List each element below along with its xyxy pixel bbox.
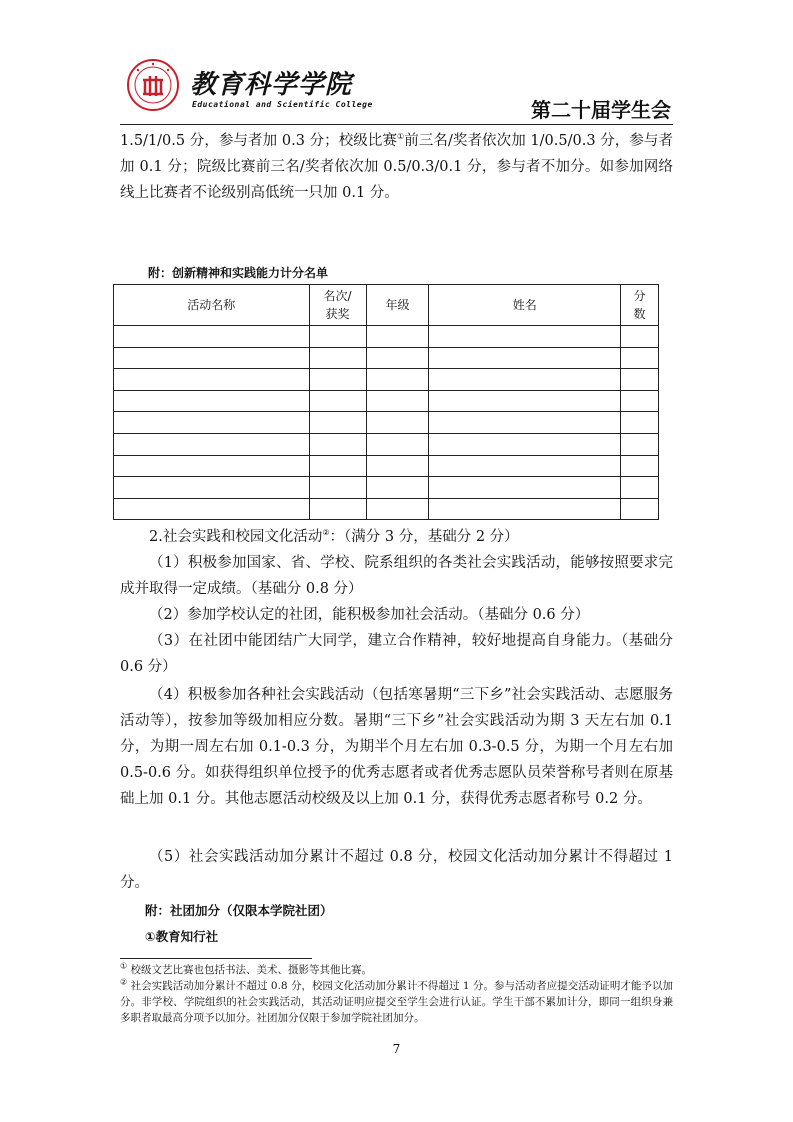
page-header xyxy=(120,58,673,126)
page-number: 7 xyxy=(392,1042,401,1056)
section-2-title: 2.社会实践和校园文化活动②：（满分 3 分，基础分 2 分） xyxy=(149,528,519,545)
item-5: （5）社会实践活动加分累计不超过 0.8 分，校园文化活动加分累计不得超过 1 分。 xyxy=(120,849,673,891)
table-row xyxy=(114,498,659,520)
col-rank: 名次/ 获奖 xyxy=(309,285,366,326)
col-name: 姓名 xyxy=(429,285,621,326)
col-score: 分 数 xyxy=(621,285,659,326)
table-header-row xyxy=(114,285,659,326)
item-4: （4）积极参加各种社会实践活动（包括寒暑期“三下乡”社会实践活动、志愿服务活动等），按参加等级加相应分数。暑期“三下乡”社会实践活动为期 3 天左右加 0.1 分，为期一周左右加 0.1-0.3 分，为期半个月左右加 0.3-0.5 分，为期一个月左右加 0.5-0.6 分。如获得组织单位授予的优秀志愿者或者优秀志愿队员荣誉称号者则在原基础上加 0.1 分。其他志愿活动校级及以上加 0.1 分，获得优秀志愿者称号 0.2 分。 xyxy=(120,687,673,807)
scoring-text-a: 1.5/1/0.5 分，参与者加 0.3 分；校级比赛 xyxy=(120,133,398,149)
col-activity-name: 活动名称 xyxy=(114,285,310,326)
table-title: 附：创新精神和实践能力计分名单 xyxy=(148,266,329,280)
item-2: （2）参加学校认定的社团，能积极参加社会活动。（基础分 0.6 分） xyxy=(149,607,590,623)
table-row xyxy=(114,390,659,412)
table-row xyxy=(114,455,659,477)
table-row xyxy=(114,369,659,391)
footnote-ref-1: ① xyxy=(397,132,405,142)
col-grade: 年级 xyxy=(366,285,429,326)
score-list-table xyxy=(113,284,659,520)
header-divider xyxy=(120,124,673,125)
table-row xyxy=(114,477,659,499)
footnote-1: ① 校级文艺比赛也包括书法、美术、摄影等其他比赛。 xyxy=(120,961,373,976)
item-1: （1）积极参加国家、省、学校、院系组织的各类社会实践活动，能够按照要求完成并取得一定成绩。（基础分 0.8 分） xyxy=(120,555,673,597)
table-row xyxy=(114,347,659,369)
college-logo xyxy=(126,58,180,112)
club-note: 附：社团加分（仅限本学院社团） xyxy=(145,903,333,918)
scoring-paragraph xyxy=(120,128,673,206)
student-union-title: 第二十届学生会 xyxy=(531,98,671,122)
scoring-text-b: 前三名/奖者依次加 1/0.5/0.3 分，参与者加 0.1 分；院级比赛前三名/奖者依次加 0.5/0.3/0.1 分，参与者不加分。如参加网络线上比赛者不论级别高低统一只加 0.1 分。 xyxy=(120,133,673,201)
item-3: （3）在社团中能团结广大同学，建立合作精神，较好地提高自身能力。（基础分 0.6 分） xyxy=(120,633,673,675)
footnote-ref-2: ② xyxy=(322,528,330,538)
footnote-divider xyxy=(120,958,312,959)
college-name-en: Educational and Scientific College xyxy=(192,100,373,109)
club-first: ①教育知行社 xyxy=(145,929,219,944)
college-name-cn: 教育科学学院 xyxy=(190,70,353,100)
footnote-2: ② 社会实践活动加分累计不超过 0.8 分，校园文化活动加分累计不得超过 1 分。参与活动者应提交活动证明才能予以加分。非学校、学院组织的社会实践活动，其活动证明应提交至学生会进行认证。学生干部不累加计分，即同一组织身兼多职者取最高分项予以加分。社团加分仅限于参加学院社团加分。 xyxy=(120,977,674,1024)
table-row xyxy=(114,433,659,455)
table-row xyxy=(114,326,659,348)
table-row xyxy=(114,412,659,434)
